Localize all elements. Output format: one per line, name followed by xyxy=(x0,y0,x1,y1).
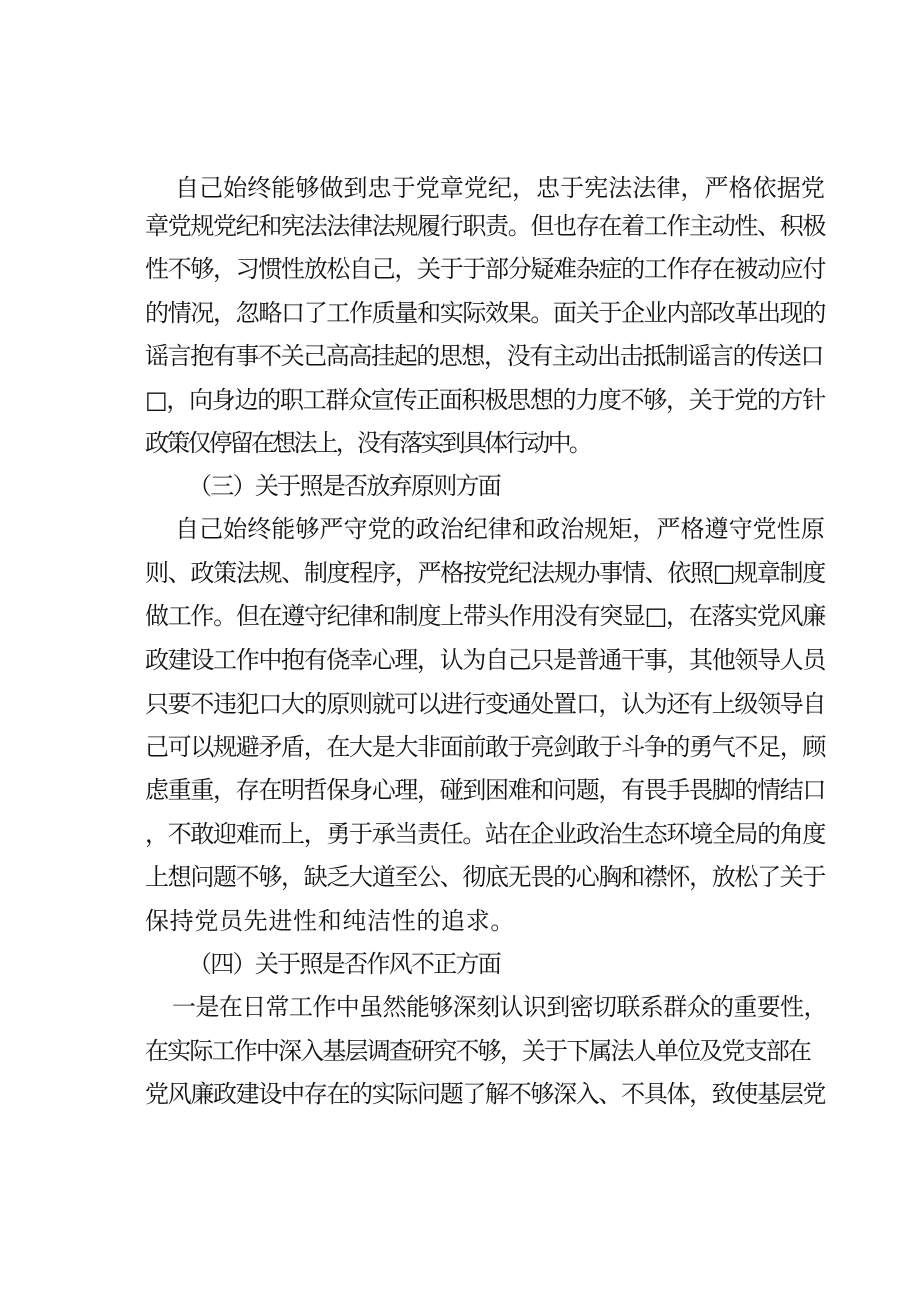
paragraph-1-line-4 xyxy=(0,293,920,333)
text-line: 政策仅停留在想法上，没有落实到具体行动中。 xyxy=(145,429,590,457)
paragraph-1-line-6 xyxy=(0,380,920,420)
text-line: 做工作。但在遵守纪律和制度上带头作用没有突显□，在落实党风廉 xyxy=(145,602,825,630)
paragraph-2-line-4 xyxy=(0,640,920,680)
text-line: 己可以规避矛盾，在大是大非面前敢于亮剑敢于斗争的勇气不足，顾 xyxy=(145,733,826,761)
heading-text: （三）关于照是否放弃原则方面 xyxy=(188,472,501,500)
text-line: 谣言抱有事不关己高高挂起的思想，没有主动出击抵制谣言的传送口 xyxy=(145,342,823,370)
text-line: 只要不违犯口大的原则就可以进行变通处置口，认为还有上级领导自 xyxy=(145,690,826,718)
text-line: 上想问题不够，缺乏大道至公、彻底无畏的心胸和襟怀，放松了关于 xyxy=(145,863,826,891)
text-line: 党风廉政建设中存在的实际问题了解不够深入、不具体，致使基层党 xyxy=(145,1080,826,1108)
text-line: 自己始终能够做到忠于党章党纪，忠于宪法法律，严格依据党 xyxy=(175,174,825,202)
paragraph-2-line-3 xyxy=(0,596,920,636)
paragraph-2-line-5 xyxy=(0,684,920,724)
heading-text: （四）关于照是否作风不正方面 xyxy=(188,950,501,978)
text-line: ，不敢迎难而上，勇于承当责任。站在企业政治生态环境全局的角度 xyxy=(145,820,826,848)
paragraph-2-line-1 xyxy=(0,509,920,549)
paragraph-1-line-5 xyxy=(0,336,920,376)
section-heading-4 xyxy=(0,944,920,984)
paragraph-1-line-7 xyxy=(0,423,920,463)
text-line: 在实际工作中深入基层调查研究不够，关于下属法人单位及党支部在 xyxy=(145,1037,811,1065)
text-line: 则、政策法规、制度程序，严格按党纪法规办事情、依照□规章制度 xyxy=(145,559,825,587)
paragraph-2-line-7 xyxy=(0,770,920,810)
section-heading-3 xyxy=(0,466,920,506)
text-line: 性不够，习惯性放松自己，关于于部分疑难杂症的工作存在被动应付 xyxy=(145,255,826,283)
paragraph-2-line-10 xyxy=(0,901,920,941)
paragraph-2-line-9 xyxy=(0,857,920,897)
paragraph-2-line-6 xyxy=(0,727,920,767)
paragraph-2-line-2 xyxy=(0,553,920,593)
paragraph-1-line-3 xyxy=(0,249,920,289)
text-line: 虑重重，存在明哲保身心理，碰到困难和问题，有畏手畏脚的情结口 xyxy=(145,776,826,804)
text-line: □，向身边的职工群众宣传正面积极思想的力度不够，关于党的方针 xyxy=(145,386,825,414)
paragraph-2-line-8 xyxy=(0,814,920,854)
text-line: 自己始终能够严守党的政治纪律和政治规矩，严格遵守党性原 xyxy=(175,515,825,543)
paragraph-3-line-2 xyxy=(0,1031,920,1071)
text-line: 保持党员先进性和纯洁性的追求。 xyxy=(145,907,516,935)
text-line: 政建设工作中抱有侥幸心理，认为自己只是普通干事，其他领导人员 xyxy=(145,646,826,674)
paragraph-1-line-1 xyxy=(0,168,920,208)
paragraph-3-line-3 xyxy=(0,1074,920,1114)
text-line: 章党规党纪和宪法法律法规履行职责。但也存在着工作主动性、积极 xyxy=(145,212,826,240)
paragraph-3-line-1 xyxy=(0,987,920,1027)
paragraph-1-line-2 xyxy=(0,206,920,246)
text-line: 的情况，忽略口了工作质量和实际效果。面关于企业内部改革出现的 xyxy=(145,299,826,327)
text-line: 一是在日常工作中虽然能够深刻认识到密切联系群众的重要性， xyxy=(172,993,827,1021)
